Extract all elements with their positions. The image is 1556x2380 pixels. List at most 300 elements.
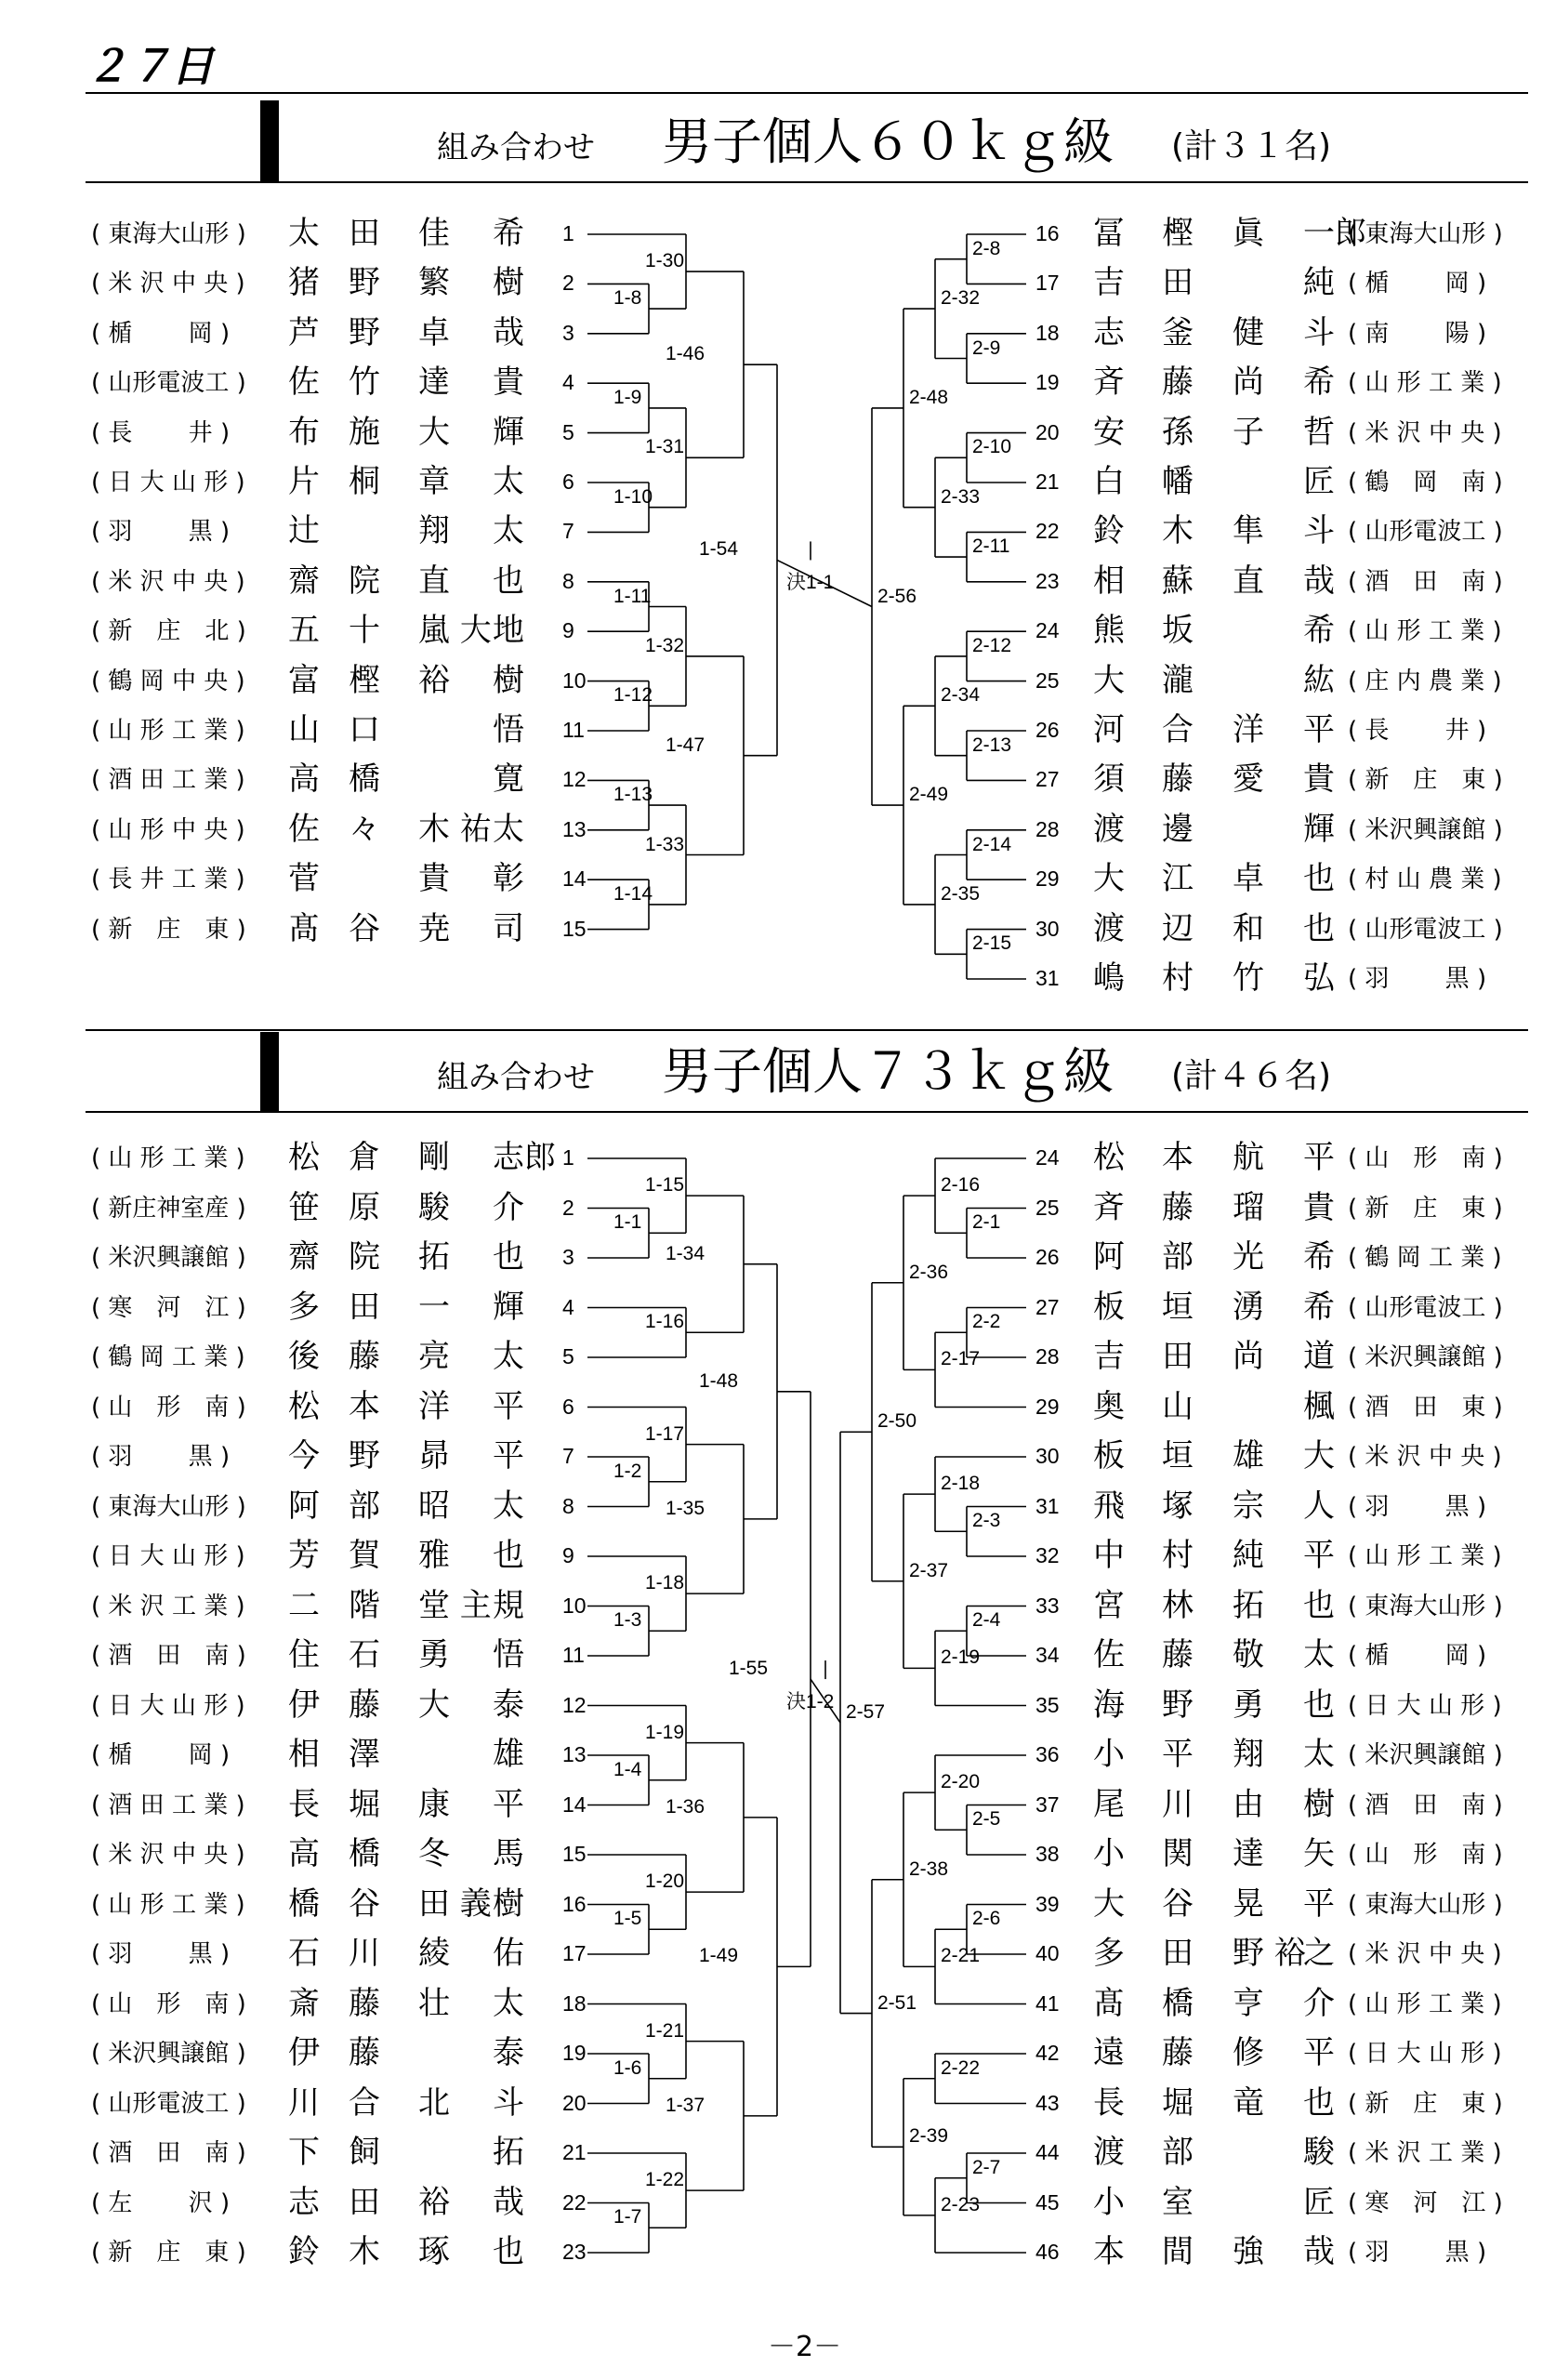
entrant-name-char: 斗	[493, 2083, 524, 2122]
entrant-name-char: 大	[1093, 1884, 1125, 1923]
entrant-school: ( 東海大山形 )	[91, 220, 246, 248]
entrant-school: ( 山 形 工 業 )	[1348, 1542, 1502, 1570]
entrant-name-char: 石	[349, 1636, 380, 1673]
page-number: －2－	[768, 2331, 842, 2363]
entrant-name-char: 馬	[493, 1835, 524, 1872]
entrant-school: ( 新 庄 北 )	[91, 617, 246, 646]
match-label: 1-18	[645, 1572, 685, 1594]
entrant-name-char: 太	[288, 215, 320, 252]
entrant-school: ( 山 形 中 央 )	[91, 815, 245, 844]
entrant-name-char: 二	[288, 1586, 320, 1624]
entrant-name-char: 勇	[1233, 1686, 1264, 1724]
entrant-name-char: 斗	[1303, 512, 1335, 550]
entrant-name-char: 間	[1162, 2233, 1193, 2270]
entrant-name-char: 尾	[1093, 1785, 1125, 1823]
entrant-name-char: 猪	[288, 264, 320, 302]
entrant-number: 18	[562, 1990, 587, 2016]
entrant-school: ( 新 庄 東 )	[1348, 766, 1503, 795]
entrant-name-char: 匠	[1303, 2183, 1335, 2221]
entrant-name-char: 斗	[1303, 313, 1335, 351]
entrant-name-char: 高	[288, 760, 320, 799]
entrant-name-char: 人	[1303, 1487, 1335, 1525]
entrant-school: ( 羽 黒 )	[91, 1940, 231, 1968]
entrant-name-char: 本	[349, 1387, 380, 1425]
entrant-name-char: 賀	[349, 1537, 380, 1574]
entrant-number: 26	[1035, 718, 1060, 742]
entrant-name-char: 嶋	[1093, 959, 1125, 997]
entrant-number: 1	[562, 1145, 574, 1170]
entrant-name-char: 白	[1093, 463, 1125, 500]
entrant-name-char: 哉	[1303, 2233, 1335, 2270]
entrant-name-char: 谷	[349, 1884, 380, 1923]
match-label: 1-11	[613, 585, 652, 607]
entrant-school: ( 山 形 工 業 )	[1348, 617, 1502, 646]
entrant-name-char: 辻	[288, 512, 320, 550]
entrant-school: ( 東海大山形 )	[1348, 220, 1503, 248]
entrant-number: 16	[562, 1891, 587, 1916]
entrant-name-char: 琢	[418, 2233, 450, 2270]
entrant-name-char: 太	[493, 463, 524, 500]
entrant-name-char: 竜	[1233, 2083, 1264, 2122]
match-label: 2-3	[972, 1510, 1001, 1532]
entrant-number: 4	[562, 370, 574, 395]
entrant-name-char: 和	[1233, 909, 1264, 947]
entrant-name-char: 眞	[1233, 215, 1264, 252]
entrant-name-char: 川	[1162, 1785, 1193, 1823]
entrant-school: ( 羽 黒 )	[91, 518, 231, 547]
entrant-number: 4	[562, 1294, 574, 1319]
entrant-name-char: 橋	[349, 760, 380, 799]
entrant-name-char: 瑠	[1233, 1188, 1264, 1226]
entrant-name-char: 遠	[1093, 2034, 1125, 2071]
entrant-number: 44	[1035, 2140, 1060, 2164]
entrant-name-char: 斉	[1093, 364, 1125, 402]
entrant-name-char: 十	[349, 612, 380, 650]
entrant-school: ( 米 沢 工 業 )	[91, 1592, 245, 1620]
entrant-school: ( 新 庄 東 )	[1348, 1194, 1503, 1223]
entrant-name-char: 平	[493, 1387, 524, 1425]
match-label: 1-5	[613, 1908, 642, 1930]
entrant-name-char: 橋	[349, 1835, 380, 1872]
entrant-name-char: 樹	[493, 661, 524, 699]
entrant-name-char: 駿	[418, 1188, 450, 1226]
entrant-name-char: 之	[1303, 1935, 1335, 1972]
entrant-number: 42	[1035, 2041, 1060, 2065]
entrant-name-char: 小	[1093, 1736, 1125, 1773]
entrant-number: 41	[1035, 1990, 1060, 2016]
entrant-name-char: 河	[1093, 711, 1125, 748]
entrant-number: 40	[1035, 1941, 1060, 1965]
entrant-name-char: 住	[288, 1636, 320, 1673]
match-label: 2-48	[909, 386, 949, 408]
match-label: 2-8	[972, 237, 1001, 259]
entrant-name-char: 尭	[418, 909, 450, 947]
entrant-name-char: 太	[1303, 1736, 1335, 1773]
match-label: 2-33	[941, 485, 981, 508]
entrant-name-char: 本	[1093, 2233, 1125, 2270]
entrant-number: 46	[1035, 2240, 1060, 2264]
entrant-name-char: 竹	[1233, 959, 1264, 997]
entrant-name-char: 平	[1303, 711, 1335, 748]
entrant-name-char: 石	[288, 1935, 320, 1972]
entrant-name-char: 樹	[1303, 1785, 1335, 1823]
entrant-name-char: 奥	[1093, 1387, 1125, 1425]
match-label: 2-20	[941, 1771, 981, 1793]
entrant-name-char: 佐	[288, 810, 320, 848]
entrant-name-char: 也	[493, 1537, 524, 1574]
entrant-school: ( 山 形 工 業 )	[91, 1890, 245, 1919]
entrant-school: ( 山 形 工 業 )	[91, 1144, 245, 1172]
entrant-name-char: 也	[1303, 909, 1335, 947]
entrant-name-char: 拓	[418, 1238, 450, 1276]
entrant-name-char: 晃	[1233, 1884, 1264, 1923]
entrant-name-char: 斉	[1093, 1188, 1125, 1226]
entrant-school: ( 日 大 山 形 )	[1348, 2040, 1502, 2068]
entrant-name-char: 希	[493, 215, 524, 252]
entrant-name-char: 志	[288, 2183, 320, 2221]
entrant-name-char: 田 義	[418, 1884, 492, 1923]
entrant-school: ( 新庄神室産 )	[91, 1194, 246, 1223]
entrant-name-char: 平	[1303, 1884, 1335, 1923]
entrant-name-char: 垣	[1162, 1288, 1193, 1326]
match-label: 2-32	[941, 287, 981, 310]
entrant-name-char: 矢	[1303, 1835, 1335, 1872]
entrant-name-char: 貴	[1303, 760, 1335, 799]
entrant-name-char: 修	[1233, 2034, 1264, 2071]
section-1-count: (計３１名)	[1171, 127, 1332, 165]
entrant-name-char: 純	[1303, 264, 1335, 302]
entrant-number: 14	[562, 1792, 587, 1817]
entrant-name-char: 昭	[418, 1487, 450, 1525]
entrant-name-char: 航	[1233, 1139, 1264, 1176]
entrant-name-char: 道	[1303, 1338, 1335, 1375]
match-label: 1-49	[699, 1945, 739, 1967]
entrant-name-char: 寛	[493, 760, 524, 799]
entrant-school: ( 米沢興譲館 )	[91, 1244, 246, 1272]
entrant-name-char: 裕	[418, 661, 450, 699]
entrant-name-char: 谷	[1162, 1884, 1193, 1923]
entrant-number: 24	[1035, 1145, 1060, 1170]
entrant-name-char: 藤	[1162, 364, 1193, 402]
match-label: 1-48	[699, 1369, 739, 1392]
entrant-school: ( 庄 内 農 業 )	[1348, 667, 1502, 695]
match-label: 2-4	[972, 1609, 1001, 1632]
entrant-name-char: 山	[288, 711, 320, 748]
entrant-school: ( 楯 岡 )	[91, 319, 231, 348]
entrant-school: ( 鶴 岡 南 )	[1348, 469, 1503, 496]
entrant-name-char: 愛	[1233, 760, 1264, 799]
entrant-name-char: 田	[1162, 1935, 1193, 1972]
entrant-name-char: 田	[1162, 264, 1193, 302]
entrant-name-char: 健	[1233, 313, 1264, 351]
entrant-name-char: 野 裕	[1233, 1935, 1306, 1972]
entrant-number: 31	[1035, 966, 1060, 990]
entrant-school: ( 日 大 山 形 )	[91, 1691, 245, 1720]
entrant-name-char: 竹	[349, 364, 380, 402]
match-label: 1-4	[613, 1758, 642, 1780]
entrant-name-char: 拓	[1233, 1586, 1264, 1624]
entrant-name-char: 翔	[418, 512, 450, 550]
entrant-name-char: 相	[1093, 562, 1125, 600]
entrant-name-char: 弘	[1303, 959, 1335, 997]
match-label: 2-18	[941, 1473, 981, 1495]
entrant-number: 28	[1035, 816, 1060, 841]
section-2-count: (計４６名)	[1171, 1057, 1332, 1095]
match-label: 2-39	[909, 2125, 949, 2148]
match-label: 1-22	[645, 2169, 685, 2191]
entrant-name-char: 長	[1093, 2083, 1125, 2122]
entrant-number: 27	[1035, 1294, 1060, 1319]
entrant-number: 3	[562, 1245, 574, 1269]
entrant-name-char: 太	[493, 512, 524, 550]
entrant-name-char: 木 祐	[418, 810, 492, 848]
entrant-name-char: 尚	[1233, 364, 1264, 402]
entrant-name-char: 介	[493, 1188, 524, 1226]
entrant-name-char: 勇	[418, 1636, 450, 1673]
match-label: 2-17	[941, 1348, 981, 1370]
entrant-number: 29	[1035, 866, 1060, 892]
entrant-name-char: 志郎	[493, 1139, 556, 1176]
entrant-name-char: 佳	[418, 215, 450, 252]
entrant-number: 7	[562, 519, 574, 544]
entrant-school: ( 日 大 山 形 )	[91, 469, 245, 496]
entrant-name-char: 林	[1162, 1586, 1193, 1624]
entrant-name-char: 純	[1233, 1537, 1264, 1574]
entrant-school: ( 山 形 南 )	[91, 1990, 246, 2018]
section-1-title: 男子個人６０ｋｇ級	[662, 112, 1114, 171]
entrant-school: ( 鶴 岡 中 央 )	[91, 667, 245, 695]
entrant-number: 37	[1035, 1792, 1060, 1817]
entrant-school: ( 楯 岡 )	[91, 1741, 231, 1769]
match-label: 1-46	[666, 343, 705, 365]
entrant-name-char: 野	[349, 264, 380, 302]
entrant-name-char: 平	[1303, 2034, 1335, 2071]
entrant-name-char: 堀	[1162, 2083, 1193, 2122]
match-label: 1-8	[613, 287, 642, 310]
entrant-number: 9	[562, 618, 574, 643]
entrant-name-char: 匠	[1303, 463, 1335, 500]
entrant-school: ( 山 形 南 )	[1348, 1841, 1503, 1869]
entrant-name-char: 希	[1303, 1288, 1335, 1326]
entrant-name-char: 由	[1233, 1785, 1264, 1823]
entrant-name-char: 安	[1093, 413, 1125, 451]
entrant-name-char: 吉	[1093, 1338, 1125, 1375]
entrant-name-char: 齋	[288, 562, 320, 600]
entrant-name-char: 高	[288, 1835, 320, 1872]
entrant-number: 18	[1035, 320, 1060, 345]
entrant-name-char: 小	[1093, 2183, 1125, 2221]
match-label: 1-32	[645, 634, 685, 656]
entrant-name-char: 子	[1233, 413, 1264, 451]
entrant-name-char: 髙	[288, 909, 320, 947]
entrant-name-char: 中	[1093, 1537, 1125, 1574]
entrant-school: ( 東海大山形 )	[1348, 1890, 1503, 1919]
entrant-name-char: 蘇	[1162, 562, 1193, 600]
entrant-name-char: 卓	[418, 313, 450, 351]
entrant-name-char: 藤	[1162, 760, 1193, 799]
entrant-name-char: 関	[1162, 1835, 1193, 1872]
entrant-name-char: 大	[1093, 661, 1125, 699]
section-1-label: 組み合わせ	[437, 129, 595, 166]
match-label: 2-16	[941, 1174, 981, 1197]
entrant-name-char: 泰	[493, 2034, 524, 2071]
entrant-name-char: 小	[1093, 1835, 1125, 1872]
entrant-number: 5	[562, 1344, 574, 1368]
entrant-name-char: 多	[1093, 1935, 1125, 1972]
entrant-name-char: 哉	[493, 2183, 524, 2221]
match-label: 2-6	[972, 1908, 1001, 1930]
entrant-name-char: 院	[349, 1238, 380, 1276]
match-label: 1-31	[645, 436, 685, 458]
entrant-name-char: 合	[349, 2083, 380, 2122]
entrant-name-char: 太	[1303, 1636, 1335, 1673]
entrant-name-char: 亮	[418, 1338, 450, 1375]
match-label: 1-12	[613, 684, 653, 707]
entrant-name-char: 堀	[349, 1785, 380, 1823]
entrant-school: ( 山 形 南 )	[1348, 1144, 1503, 1172]
entrant-name-char: 洋	[418, 1387, 450, 1425]
entrant-name-char: 田	[349, 215, 380, 252]
entrant-name-char: 綾	[418, 1935, 450, 1972]
entrant-school: ( 日 大 山 形 )	[1348, 1691, 1502, 1720]
entrant-school: ( 長 井 )	[1348, 717, 1487, 745]
entrant-name-char: 藤	[349, 2034, 380, 2071]
entrant-name-char: 藤	[349, 1984, 380, 2022]
entrant-name-char: 輝	[493, 413, 524, 451]
entrant-number: 27	[1035, 767, 1060, 792]
entrant-name-char: 瀧	[1162, 661, 1193, 699]
entrant-number: 39	[1035, 1891, 1060, 1916]
entrant-number: 43	[1035, 2090, 1060, 2115]
entrant-name-char: 齋	[288, 1238, 320, 1276]
entrant-name-char: 湧	[1233, 1288, 1264, 1326]
entrant-school: ( 米 沢 中 央 )	[91, 567, 245, 596]
entrant-number: 20	[562, 2090, 587, 2115]
match-label: 2-1	[972, 1211, 1001, 1234]
entrant-number: 1	[562, 221, 574, 245]
entrant-name-char: 野	[349, 313, 380, 351]
match-label: 1-10	[613, 485, 653, 508]
match-label: 1-17	[645, 1422, 685, 1445]
match-label: 2-36	[909, 1261, 949, 1283]
match-label: 2-2	[972, 1311, 1001, 1333]
match-label: 2-51	[877, 1991, 917, 2014]
section-2-label: 組み合わせ	[437, 1059, 595, 1096]
entrant-name-char: 太	[493, 1487, 524, 1525]
entrant-name-char: 熊	[1093, 612, 1125, 650]
entrant-name-char: 志	[1093, 313, 1125, 351]
entrant-school: ( 酒 田 工 業 )	[91, 1791, 245, 1819]
entrant-name-char: 阿	[1093, 1238, 1125, 1276]
match-label: 2-11	[972, 536, 1010, 558]
entrant-name-char: 木	[349, 2233, 380, 2270]
entrant-number: 24	[1035, 618, 1060, 643]
entrant-name-char: 地	[493, 612, 524, 650]
match-label: 1-55	[729, 1658, 769, 1680]
entrant-name-char: 々	[349, 810, 380, 848]
match-label: 1-36	[666, 1795, 705, 1818]
entrant-name-char: 垣	[1162, 1437, 1193, 1474]
entrant-number: 13	[562, 1742, 587, 1766]
entrant-name-char: 拓	[493, 2134, 524, 2171]
entrant-name-char: 也	[493, 1238, 524, 1276]
entrant-school: ( 寒 河 江 )	[91, 1293, 246, 1322]
entrant-school: ( 米沢興譲館 )	[1348, 815, 1503, 844]
entrant-name-char: 雄	[493, 1736, 524, 1773]
entrant-name-char: 雅	[418, 1537, 450, 1574]
entrant-number: 30	[1035, 1444, 1060, 1468]
match-label: 2-10	[972, 436, 1012, 458]
section-2-title: 男子個人７３ｋｇ級	[662, 1042, 1114, 1101]
entrant-name-char: 村	[1162, 1537, 1193, 1574]
match-label: 1-15	[645, 1174, 685, 1197]
entrant-name-char: 大	[1303, 1437, 1335, 1474]
match-label: 1-30	[645, 250, 685, 272]
entrant-name-char: 部	[1162, 1238, 1193, 1276]
entrant-name-char: 佐	[1093, 1636, 1125, 1673]
entrant-number: 30	[1035, 916, 1060, 941]
entrant-number: 11	[562, 1643, 585, 1667]
entrant-name-char: 大	[1093, 860, 1125, 898]
entrant-name-char: 谷	[349, 909, 380, 947]
match-label: 1-34	[666, 1242, 705, 1264]
entrant-number: 16	[1035, 221, 1060, 245]
entrant-name-char: 也	[1303, 860, 1335, 898]
entrant-school: ( 山 形 工 業 )	[91, 717, 245, 745]
entrant-name-char: 伊	[288, 2034, 320, 2071]
entrant-school: ( 楯 岡 )	[1348, 270, 1487, 298]
match-label: 2-34	[941, 684, 981, 707]
entrant-name-char: 裕	[418, 2183, 450, 2221]
entrant-number: 12	[562, 767, 587, 792]
entrant-number: 35	[1035, 1692, 1060, 1717]
match-label: 1-47	[666, 734, 705, 756]
entrant-name-char: 太	[493, 1338, 524, 1375]
entrant-number: 15	[562, 1842, 587, 1866]
entrant-school: ( 米 沢 中 央 )	[91, 270, 245, 298]
entrant-name-char: 孫	[1162, 413, 1193, 451]
final-match-label: 決1-2	[786, 1691, 835, 1713]
entrant-school: ( 山形電波工 )	[91, 2089, 246, 2118]
entrant-name-char: 貴	[493, 364, 524, 402]
entrant-school: ( 新 庄 東 )	[1348, 2089, 1503, 2118]
entrant-name-char: 室	[1162, 2183, 1193, 2221]
entrant-name-char: 悟	[493, 711, 524, 748]
entrant-name-char: 洋	[1233, 711, 1264, 748]
entrant-school: ( 寒 河 江 )	[1348, 2188, 1503, 2217]
entrant-name-char: 伊	[288, 1686, 320, 1724]
entrant-school: ( 米 沢 中 央 )	[1348, 418, 1502, 447]
entrant-school: ( 山 形 工 業 )	[1348, 1990, 1502, 2018]
entrant-school: ( 日 大 山 形 )	[91, 1542, 245, 1570]
entrant-name-char: 尚	[1233, 1338, 1264, 1375]
entrant-name-char: 藤	[1162, 1636, 1193, 1673]
entrant-number: 21	[562, 2140, 587, 2164]
entrant-name-char: 樫	[349, 661, 380, 699]
match-label: 1-16	[645, 1311, 685, 1333]
entrant-name-char: 亨	[1233, 1984, 1264, 2022]
entrant-number: 13	[562, 816, 587, 841]
entrant-school: ( 羽 黒 )	[1348, 2239, 1487, 2267]
entrant-name-char: 辺	[1162, 909, 1193, 947]
entrant-name-char: 翔	[1233, 1736, 1264, 1773]
entrant-school: ( 村 山 農 業 )	[1348, 866, 1502, 894]
entrant-name-char: 吉	[1093, 264, 1125, 302]
entrant-name-char: 楓	[1303, 1387, 1335, 1425]
entrant-name-char: 章	[418, 463, 450, 500]
entrant-name-char: 宗	[1233, 1487, 1264, 1525]
entrant-name-char: 田	[1162, 1338, 1193, 1375]
